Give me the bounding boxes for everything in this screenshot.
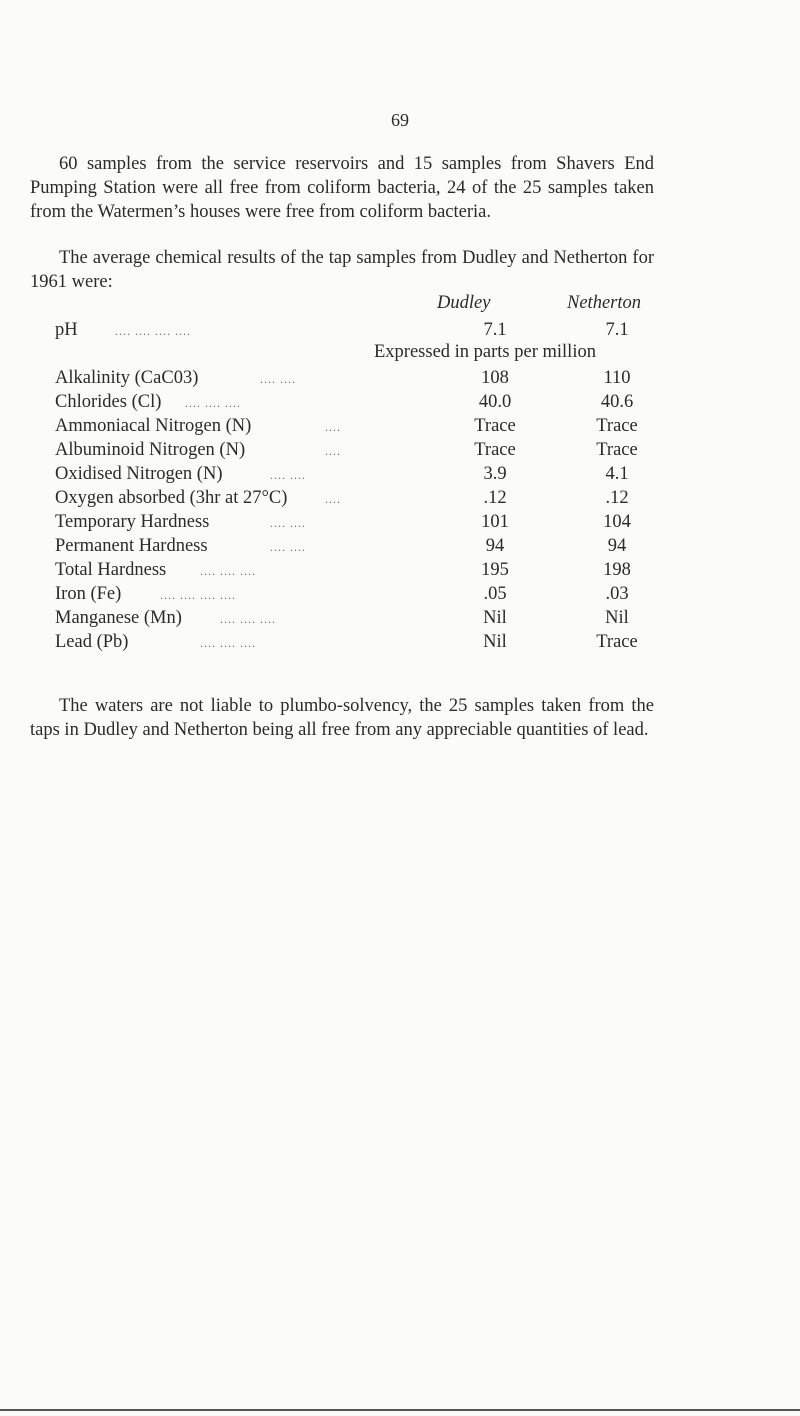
dudley-value: 3.9	[483, 464, 507, 484]
row-label: pH	[55, 320, 78, 340]
dudley-value: Trace	[474, 440, 516, 460]
dudley-value: 40.0	[478, 392, 512, 412]
row-label: Lead (Pb)	[55, 632, 129, 652]
dot-leader: .... .... ....	[185, 396, 241, 410]
row-label: Chlorides (Cl)	[55, 392, 162, 412]
dot-leader: .... .... ....	[200, 564, 256, 578]
units-note: Expressed in parts per million	[374, 342, 596, 362]
netherton-value: Nil	[605, 608, 629, 628]
table-row	[55, 390, 655, 414]
bottom-rule	[0, 1409, 800, 1411]
table-row	[55, 462, 655, 486]
dudley-value: .12	[483, 488, 507, 508]
table-row	[55, 630, 655, 654]
netherton-value: Trace	[596, 416, 638, 436]
dot-leader: ....	[325, 420, 341, 434]
dot-leader: .... .... .... ....	[115, 324, 191, 338]
netherton-value: .12	[605, 488, 629, 508]
dudley-value: 101	[481, 512, 509, 532]
paragraph-chemical-intro: The average chemical results of the tap samples from Dudley and Netherton for 1961 were:	[30, 248, 654, 292]
dudley-value: .05	[483, 584, 507, 604]
netherton-value: 40.6	[600, 392, 634, 412]
row-label: Manganese (Mn)	[55, 608, 182, 628]
dot-leader: .... .... ....	[220, 612, 276, 626]
dot-leader: .... ....	[260, 372, 296, 386]
dot-leader: ....	[325, 492, 341, 506]
dudley-value: 7.1	[483, 320, 507, 340]
table-row	[55, 438, 655, 462]
dudley-value: Trace	[474, 416, 516, 436]
table-row	[55, 582, 655, 606]
table-row	[55, 534, 655, 558]
netherton-value: 94	[607, 536, 627, 556]
row-label: Oxygen absorbed (3hr at 27°C)	[55, 488, 288, 508]
dudley-value: 195	[481, 560, 509, 580]
dot-leader: .... ....	[270, 468, 306, 482]
dudley-value: Nil	[483, 632, 507, 652]
table-row	[55, 510, 655, 534]
row-label: Oxidised Nitrogen (N)	[55, 464, 223, 484]
dot-leader: .... ....	[270, 516, 306, 530]
row-label: Iron (Fe)	[55, 584, 122, 604]
dot-leader: .... .... .... ....	[160, 588, 236, 602]
row-label: Total Hardness	[55, 560, 167, 580]
dudley-value: 94	[485, 536, 505, 556]
dudley-value: 108	[481, 368, 509, 388]
netherton-value: 4.1	[605, 464, 629, 484]
dudley-value: Nil	[483, 608, 507, 628]
dot-leader: ....	[325, 444, 341, 458]
dot-leader: .... .... ....	[200, 636, 256, 650]
netherton-value: 198	[603, 560, 631, 580]
netherton-value: Trace	[596, 632, 638, 652]
column-heading-netherton: Netherton	[567, 293, 641, 313]
table-row	[55, 414, 655, 438]
netherton-value: 104	[603, 512, 631, 532]
table-row	[55, 486, 655, 510]
table-row	[55, 606, 655, 630]
table-row	[55, 366, 655, 390]
dot-leader: .... ....	[270, 540, 306, 554]
column-heading-dudley: Dudley	[437, 293, 491, 313]
row-label: Alkalinity (CaC03)	[55, 368, 199, 388]
row-label: Permanent Hardness	[55, 536, 208, 556]
page-number: 69	[391, 110, 409, 130]
row-label: Temporary Hardness	[55, 512, 210, 532]
netherton-value: 110	[603, 368, 631, 388]
paragraph-bacteriology: 60 samples from the service reservoirs and 15 samples from Shavers End Pumping Station were all free from coliform bacteria, 24 of the 25 samples taken from the Watermen’s houses were free from coliform bacteria.	[30, 154, 654, 222]
paragraph-plumbo-solvency: The waters are not liable to plumbo-solvency, the 25 samples taken from the taps in Dudley and Netherton being all free from any appreciable quantities of lead.	[30, 696, 654, 740]
netherton-value: 7.1	[605, 320, 629, 340]
netherton-value: .03	[605, 584, 629, 604]
table-row	[55, 558, 655, 582]
row-label: Ammoniacal Nitrogen (N)	[55, 416, 252, 436]
table-row	[55, 318, 655, 342]
row-label: Albuminoid Nitrogen (N)	[55, 440, 246, 460]
netherton-value: Trace	[596, 440, 638, 460]
